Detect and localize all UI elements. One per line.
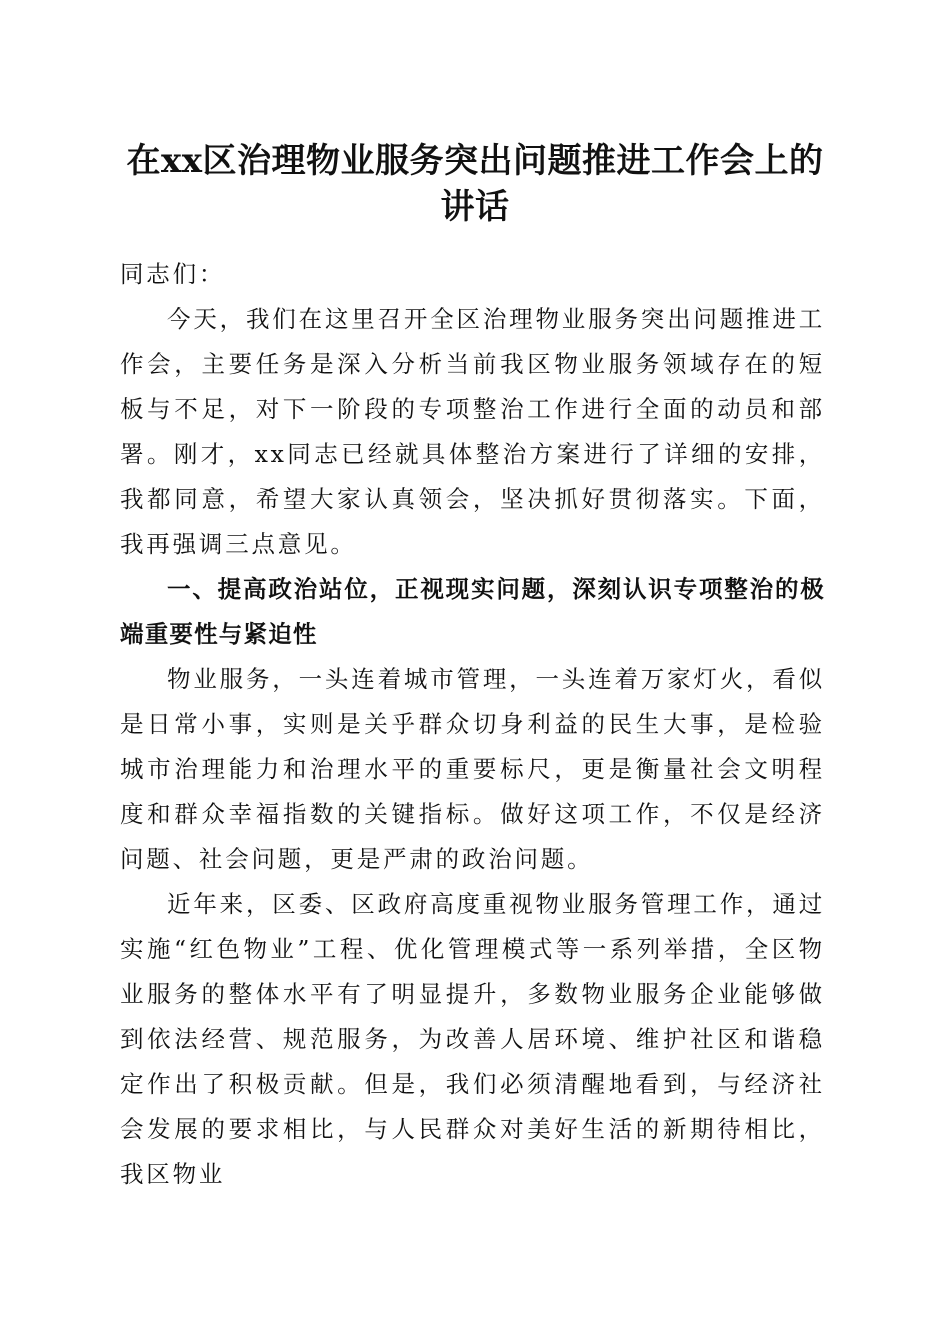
intro-paragraph: 今天，我们在这里召开全区治理物业服务突出问题推进工作会，主要任务是深入分析当前我区物业服务领域存在的短板与不足，对下一阶段的专项整治工作进行全面的动员和部署。刚才，xx同志已经就具体整治方案进行了详细的安排，我都同意，希望大家认真领会，坚决抓好贯彻落实。下面，我再强调三点意见。 [120, 305, 825, 558]
salutation: 同志们： [120, 260, 226, 288]
section-1-paragraph-1: 物业服务，一头连着城市管理，一头连着万家灯火，看似是日常小事，实则是关乎群众切身利益的民生大事，是检验城市治理能力和治理水平的重要标尺，更是衡量社会文明程度和群众幸福指数的关键指标。做好这项工作，不仅是经济问题、社会问题，更是严肃的政治问题。 [120, 665, 825, 873]
document-title: 在xx区治理物业服务突出问题推进工作会上的讲话 [126, 141, 824, 227]
document-body [120, 252, 825, 1197]
section-1-paragraph-2: 近年来，区委、区政府高度重视物业服务管理工作，通过实施“红色物业”工程、优化管理模式等一系列举措，全区物业服务的整体水平有了明显提升，多数物业服务企业能够做到依法经营、规范服务，为改善人居环境、维护社区和谐稳定作出了积极贡献。但是，我们必须清醒地看到，与经济社会发展的要求相比，与人民群众对美好生活的新期待相比，我区物业 [120, 890, 825, 1188]
section-1-heading: 一、提高政治站位，正视现实问题，深刻认识专项整治的极端重要性与紧迫性 [120, 575, 825, 648]
